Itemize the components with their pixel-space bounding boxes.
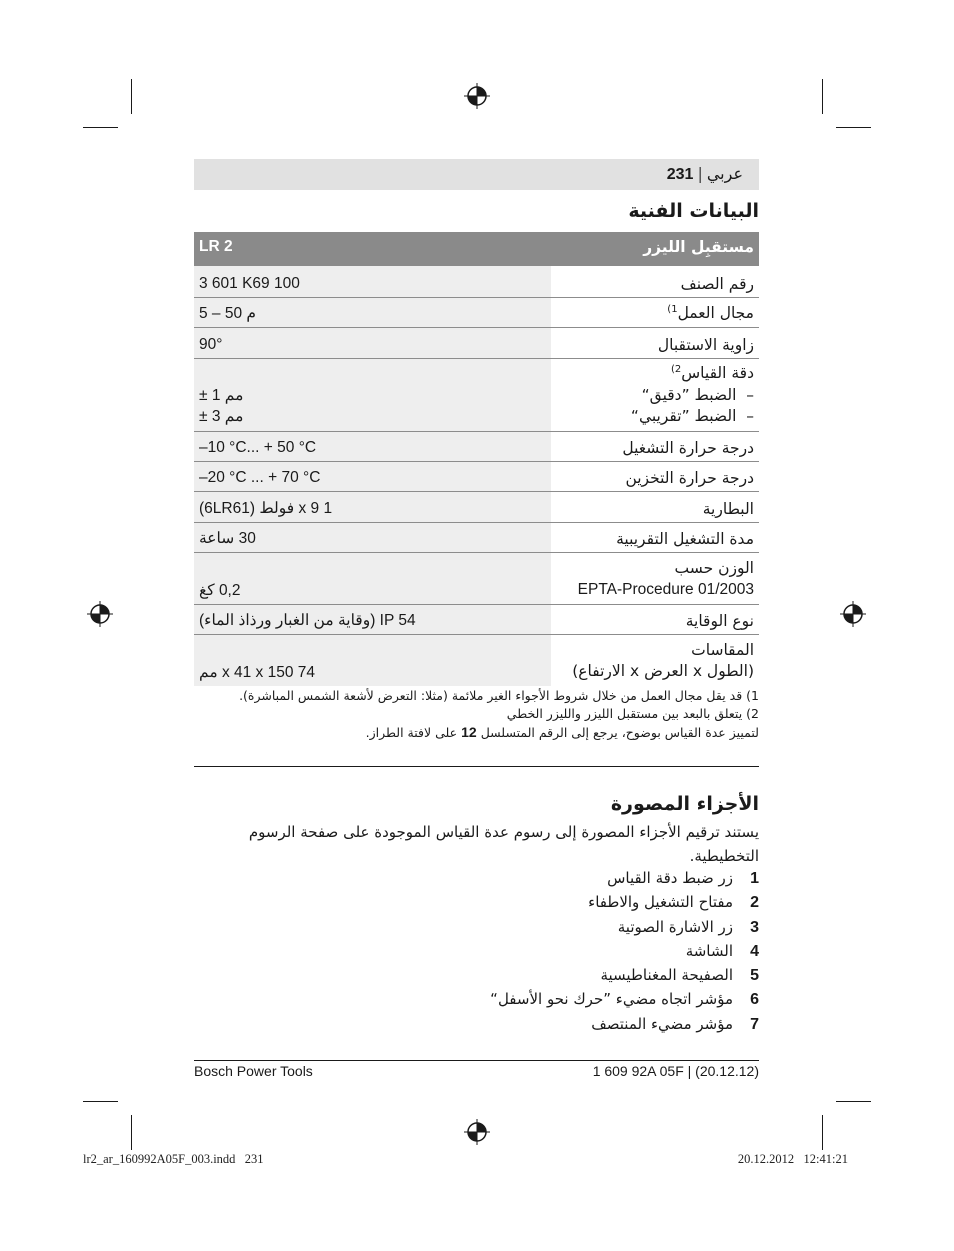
list-item: [490, 890, 759, 914]
list-item: [490, 1012, 759, 1036]
spec-value: 3 601 K69 100: [194, 266, 551, 297]
list-item: [490, 866, 759, 890]
registration-mark-icon: [464, 1119, 490, 1145]
spec-label-line: المقاسات: [691, 641, 754, 659]
footnote-2: 2) يتعلق بالبعد بين مستقبل الليزر والليزر الخطي: [506, 706, 759, 721]
header-separator: |: [697, 164, 703, 183]
spec-label-text: دقة القياس: [681, 364, 754, 383]
spec-value: 0,2 كغ: [194, 552, 551, 604]
part-number: 2: [750, 894, 759, 912]
part-number: 5: [750, 967, 759, 985]
spec-label-line: الوزن حسب: [674, 558, 754, 577]
list-item: [490, 963, 759, 987]
spec-value: 1 x 9 فولط (6LR61): [194, 491, 551, 522]
spec-label: [551, 552, 759, 604]
table-row: [194, 461, 759, 491]
spec-sub-label-text: الضبط ”تقريبي“: [630, 406, 737, 425]
table-row: [194, 491, 759, 522]
footnote-ref: 2): [670, 364, 682, 376]
crop-mark: [836, 127, 871, 128]
crop-mark: [83, 127, 118, 128]
dash: –: [736, 385, 754, 404]
table-row: [194, 634, 759, 686]
spec-label: زاوية الاستقبال: [551, 327, 759, 358]
registration-mark-icon: [840, 601, 866, 627]
spec-label: [551, 358, 759, 431]
spec-sub-label: [556, 385, 754, 406]
crop-mark: [836, 1101, 871, 1102]
part-number: 3: [750, 918, 759, 936]
divider: [194, 766, 759, 767]
spec-label: نوع الوقاية: [551, 604, 759, 634]
spec-label: البطارية: [551, 491, 759, 522]
spec-value: 74 x 41 x 150 مم: [194, 634, 551, 686]
table-row: [194, 522, 759, 552]
part-number: 1: [750, 870, 759, 887]
part-text: مفتاح التشغيل والاطفاء: [588, 893, 733, 912]
spec-label-text: مجال العمل: [677, 304, 754, 323]
table-row: [194, 604, 759, 634]
crop-mark: [822, 1115, 823, 1150]
list-item: [490, 915, 759, 939]
parts-list: [490, 866, 759, 1036]
part-number: 7: [750, 1015, 759, 1033]
part-text: مؤشر اتجاه مضيء ”حرك نحو الأسفل“: [490, 990, 733, 1009]
footer-brand: Bosch Power Tools: [194, 1063, 313, 1079]
spec-value: 30 ساعة: [194, 522, 551, 552]
spec-label-line: [556, 359, 754, 384]
part-text: الصفيحة المغناطيسية: [600, 966, 733, 985]
spec-sub-label-text: الضبط ”دقيق“: [641, 385, 737, 404]
print-slug-datetime: 20.12.2012 12:41:21: [737, 1152, 848, 1166]
model-name: LR 2: [194, 232, 551, 266]
spec-label-line: (الطول x العرض x الارتفاع): [572, 662, 754, 680]
spec-label: مدة التشغيل التقريبية: [551, 522, 759, 552]
part-number: 6: [750, 991, 759, 1009]
spec-value: –10 °C... + 50 °C: [194, 431, 551, 461]
page-header: [194, 159, 759, 190]
spec-label: درجة حرارة التخزين: [551, 461, 759, 491]
table-row: [194, 358, 759, 431]
footnote-bold-number: 12: [461, 724, 477, 740]
table-row: [194, 266, 759, 297]
crop-mark: [131, 1115, 132, 1150]
spec-label: رقم الصنف: [551, 266, 759, 297]
table-row: [194, 297, 759, 327]
spec-value: 5 – 50 م: [194, 297, 551, 327]
table-row: [194, 431, 759, 461]
spec-value-line: ± 3 مم: [199, 407, 244, 425]
spec-value-line: ± 1 مم: [199, 386, 244, 404]
footnotes: [194, 687, 759, 742]
parts-intro: يستند ترقيم الأجزاء المصورة إلى رسوم عدة القياس الموجودة على صفحة الرسوم التخطيطية.: [248, 823, 759, 865]
crop-mark: [822, 79, 823, 114]
footer-doc-code: 1 609 92A 05F | (20.12.12): [592, 1063, 759, 1079]
page-number: 231: [666, 166, 694, 183]
footnote-1: 1) قد يقل مجال العمل من خلال شروط الأجواء الغير ملائمة (مثلا: التعرض لأشعة الشمس المباشرة).: [239, 688, 759, 703]
spec-value: 90°: [194, 327, 551, 358]
specs-table-head: [194, 232, 759, 266]
spec-label: درجة حرارة التشغيل: [551, 431, 759, 461]
table-row: [194, 327, 759, 358]
print-slug-file: lr2_ar_160992A05F_003.indd 231: [83, 1152, 264, 1166]
part-text: زر ضبط دقة القياس: [607, 869, 733, 887]
spec-value: –20 °C ... + 70 °C: [194, 461, 551, 491]
spec-value: IP 54 (وقاية من الغبار ورذاذ الماء): [194, 604, 551, 634]
part-number: 4: [750, 942, 759, 960]
footnote-serial: [194, 723, 759, 742]
table-row: [194, 552, 759, 604]
crop-mark: [131, 79, 132, 114]
footnote-ref: 1): [667, 304, 678, 316]
footnote-text: لتمييز عدة القياس بوضوح، يرجع إلى الرقم المتسلسل: [480, 725, 759, 740]
part-text: الشاشة: [685, 941, 733, 960]
spec-value: [194, 358, 551, 431]
registration-mark-icon: [464, 83, 490, 109]
part-text: زر الاشارة الصوتية: [617, 917, 733, 936]
product-label: مستقبِل الليزر: [551, 232, 759, 266]
registration-mark-icon: [87, 601, 113, 627]
footnote-text: على لافتة الطراز.: [365, 725, 458, 740]
section-title-technical-data: البيانات الفنية: [628, 200, 759, 222]
specs-table: [194, 232, 759, 686]
crop-mark: [83, 1101, 118, 1102]
footer-divider: [194, 1060, 759, 1061]
header-text: [667, 164, 743, 184]
list-item: [490, 987, 759, 1011]
spec-label: [551, 297, 759, 327]
header-language: عربي: [706, 164, 743, 183]
spec-label: [551, 634, 759, 686]
spec-sub-label: [556, 406, 754, 427]
section-title-illustrated-parts: الأجزاء المصورة: [610, 793, 759, 815]
dash: –: [736, 406, 754, 425]
part-text: مؤشر مضيء المنتصف: [591, 1014, 733, 1033]
spec-label-line: EPTA-Procedure 01/2003: [577, 580, 754, 598]
list-item: [490, 939, 759, 963]
